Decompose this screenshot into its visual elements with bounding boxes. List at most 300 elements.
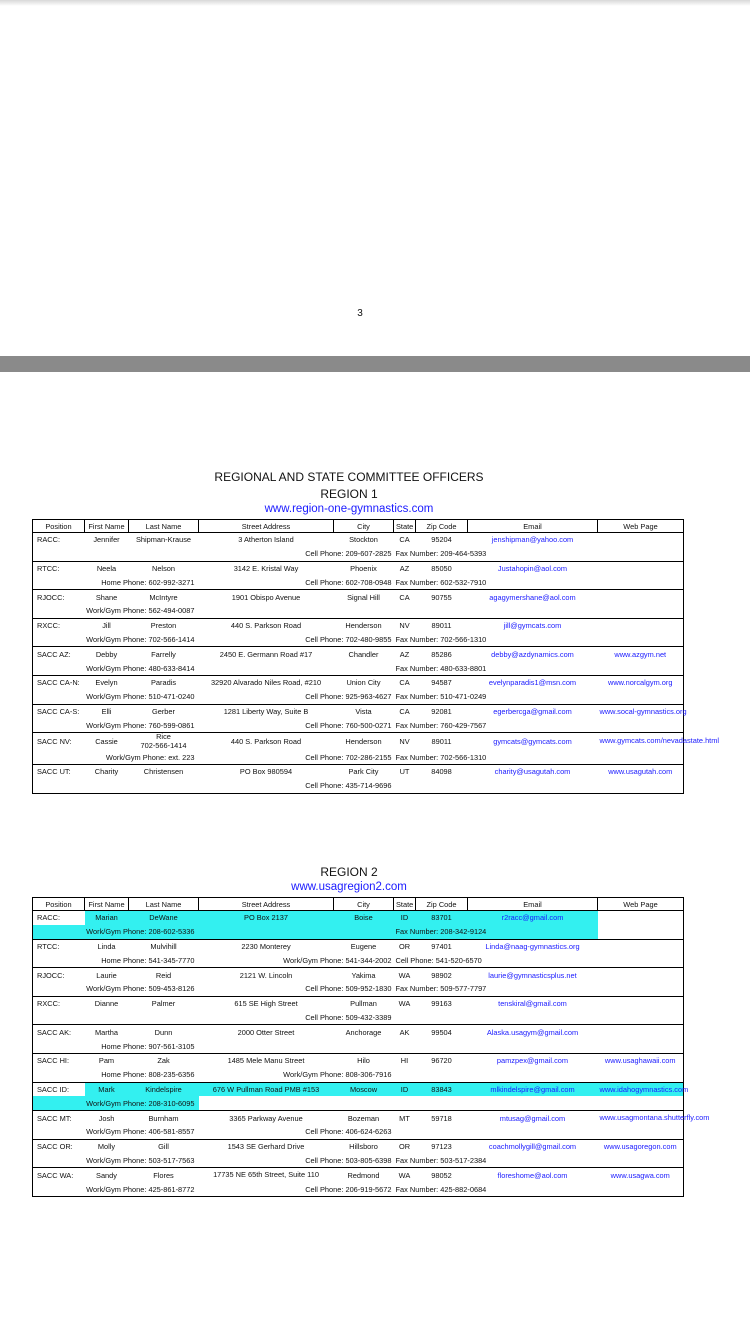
first-name-cell: Sandy — [96, 1170, 117, 1180]
phone-mid-cell — [199, 925, 394, 939]
web-page-link — [598, 939, 684, 953]
email-link[interactable]: Justahopin@aol.com — [497, 563, 568, 573]
blank-cell — [598, 1039, 684, 1053]
blank-cell — [598, 1011, 684, 1025]
street-address-cell: PO Box 2137 — [199, 911, 334, 925]
last-name-phone: 702-566-1414 — [140, 740, 187, 750]
state-cell: MT — [399, 1113, 410, 1123]
page-divider — [0, 356, 750, 372]
email-link[interactable]: pamzpex@gmail.com — [496, 1056, 569, 1066]
fax-cell: Fax Number: 480-633-8801 — [394, 661, 598, 675]
position-cell: RTCC: — [37, 941, 60, 951]
region2-title: REGION 2 — [320, 865, 378, 879]
zip-code-cell: 59718 — [431, 1113, 452, 1123]
fax-cell — [394, 1125, 598, 1139]
table-row — [33, 911, 684, 925]
blank-cell — [598, 604, 684, 618]
blank-cell — [598, 1096, 684, 1110]
email-link[interactable]: Alaska.usagym@gmail.com — [486, 1027, 579, 1037]
phone-mid-cell: Cell Phone: 206-919-5672 — [199, 1182, 394, 1196]
table-row — [33, 675, 684, 689]
phone-left-cell: Work/Gym Phone: 503-517-7563 — [33, 1154, 199, 1168]
state-cell: WA — [398, 1170, 411, 1180]
phone-left-cell: Work/Gym Phone: 208-310-6095 — [33, 1096, 199, 1110]
position-cell: RJOCC: — [37, 970, 65, 980]
position-cell: RXCC: — [37, 999, 60, 1009]
web-page-link — [598, 590, 684, 604]
first-name-cell: Jill — [102, 621, 111, 631]
email-link[interactable]: gymcats@gymcats.com — [493, 737, 572, 747]
table-row — [33, 733, 684, 751]
blank-cell — [598, 633, 684, 647]
fax-cell: Fax Number: 208-342-9124 — [394, 925, 598, 939]
table-row-phones — [33, 1182, 684, 1196]
first-name-cell: Cassie — [95, 737, 118, 747]
phone-left-cell: Home Phone: 808-235-6356 — [33, 1068, 199, 1082]
phone-left-cell: Home Phone: 907-561-3105 — [33, 1039, 199, 1053]
zip-code-cell: 85050 — [431, 563, 452, 573]
fax-cell: Cell Phone: 541-520-6570 — [394, 953, 598, 967]
last-name-cell: Burnham — [148, 1113, 179, 1123]
header-email: Email — [468, 520, 598, 533]
last-name-cell: Kindelspire — [129, 1082, 199, 1096]
web-page-link — [598, 911, 684, 925]
table-row — [33, 561, 684, 575]
position-cell: RXCC: — [37, 621, 60, 631]
fax-cell: Fax Number: 510-471-0249 — [394, 690, 598, 704]
state-cell: OR — [398, 1142, 411, 1152]
table-row — [33, 590, 684, 604]
phone-left-cell: Work/Gym Phone: 510-471-0240 — [33, 690, 199, 704]
last-name-cell: Farrelly — [151, 649, 176, 659]
region1-title: REGION 1 — [320, 487, 378, 501]
table-header — [33, 898, 684, 911]
position-cell: SACC UT: — [37, 767, 71, 777]
fax-cell — [394, 1096, 598, 1110]
document-title: REGIONAL AND STATE COMMITTEE OFFICERS — [214, 470, 484, 484]
phone-left-cell — [33, 1011, 199, 1025]
fax-cell — [394, 779, 598, 793]
zip-code-cell: 97401 — [431, 941, 452, 951]
phone-mid-cell: Cell Phone: 702-480-9855 — [199, 633, 394, 647]
phone-mid-cell: Cell Phone: 509-952-1830 — [199, 982, 394, 996]
header-city: City — [334, 520, 394, 533]
position-cell: RJOCC: — [37, 592, 65, 602]
last-name-cell: Palmer — [151, 999, 176, 1009]
phone-left-cell: Work/Gym Phone: 760-599-0861 — [33, 718, 199, 732]
blank-cell — [598, 1182, 684, 1196]
state-cell: CA — [399, 706, 410, 716]
state-cell: AZ — [399, 649, 410, 659]
last-name-cell: Dunn — [154, 1027, 173, 1037]
street-address-cell: 1901 Obispo Avenue — [231, 592, 301, 602]
state-cell: AZ — [399, 563, 410, 573]
last-name-cell: Gerber — [151, 706, 175, 716]
table-row-phones — [33, 604, 684, 618]
table-row-phones — [33, 547, 684, 561]
fax-cell: Fax Number: 760-429-7567 — [394, 718, 598, 732]
email-link[interactable]: evelynparadis1@msn.com — [488, 678, 577, 688]
header-position: Position — [33, 898, 85, 911]
zip-code-cell: 83701 — [416, 911, 468, 925]
blank-cell — [598, 718, 684, 732]
city-cell: Hillsboro — [349, 1142, 378, 1152]
table-row-phones — [33, 953, 684, 967]
position-cell: SACC OR: — [37, 1142, 73, 1152]
first-name-cell: Jennifer — [93, 535, 120, 545]
last-name-cell — [129, 733, 199, 751]
phone-mid-cell: Cell Phone: 209-607-2825 — [199, 547, 394, 561]
zip-code-cell: 97123 — [431, 1142, 452, 1152]
email-link[interactable]: coachmollygill@gmail.com — [488, 1142, 577, 1152]
table-row — [33, 1168, 684, 1182]
phone-left-cell: Work/Gym Phone: 208-602-5336 — [33, 925, 199, 939]
zip-code-cell: 98902 — [431, 970, 452, 980]
web-page-link[interactable]: www.usagwa.com — [610, 1170, 670, 1180]
state-cell: NV — [399, 737, 410, 747]
header-zip-code: Zip Code — [416, 520, 468, 533]
state-cell: HI — [400, 1056, 409, 1066]
region1-url[interactable]: www.region-one-gymnastics.com — [264, 503, 434, 515]
header-email: Email — [468, 898, 598, 911]
last-name-cell: DeWane — [129, 911, 199, 925]
email-link[interactable]: jenshipman@yahoo.com — [491, 535, 574, 545]
state-cell: WA — [398, 999, 411, 1009]
phone-mid-cell: Work/Gym Phone: 541-344-2002 — [199, 953, 394, 967]
position-cell: SACC CA-N: — [37, 678, 80, 688]
city-cell: Hilo — [357, 1056, 370, 1066]
table-row — [33, 704, 684, 718]
blank-cell — [598, 953, 684, 967]
zip-code-cell: 92081 — [431, 706, 452, 716]
phone-mid-cell: Cell Phone: 925-963-4627 — [199, 690, 394, 704]
phone-mid-cell: Cell Phone: 509-432-3389 — [199, 1011, 394, 1025]
position-cell: SACC HI: — [37, 1056, 70, 1066]
web-page-link[interactable]: www.gymcats.com/nevadastate.html — [599, 736, 720, 746]
first-name-cell: Josh — [98, 1113, 115, 1123]
table-row-phones — [33, 750, 684, 764]
table-row-phones — [33, 1096, 684, 1110]
email-link[interactable]: agagymershane@aol.com — [489, 592, 576, 602]
web-page-link[interactable]: www.idahogymnastics.com — [598, 1082, 684, 1096]
state-cell: ID — [394, 911, 416, 925]
blank-cell — [598, 1154, 684, 1168]
city-cell: Phoenix — [350, 563, 377, 573]
city-cell: Boise — [334, 911, 394, 925]
web-page-link[interactable]: www.usagmontana.shutterfly.com — [599, 1112, 710, 1122]
fax-cell — [394, 1068, 598, 1082]
fax-cell: Fax Number: 503-517-2384 — [394, 1154, 598, 1168]
fax-cell: Fax Number: 209-464-5393 — [394, 547, 598, 561]
table-row — [33, 1025, 684, 1039]
table-row-phones — [33, 1068, 684, 1082]
street-address-cell: PO Box 980594 — [239, 767, 293, 777]
first-name-cell: Neela — [96, 563, 117, 573]
web-page-link — [598, 996, 684, 1010]
table-row — [33, 764, 684, 778]
blank-cell — [598, 750, 684, 764]
fax-cell: Fax Number: 702-566-1310 — [394, 750, 598, 764]
first-name-cell: Molly — [97, 1142, 116, 1152]
email-link[interactable]: charity@usagutah.com — [494, 767, 571, 777]
blank-cell — [598, 547, 684, 561]
header-first-name: First Name — [85, 898, 129, 911]
phone-left-cell: Work/Gym Phone: 406-581-8557 — [33, 1125, 199, 1139]
city-cell: Henderson — [345, 621, 382, 631]
phone-mid-cell — [199, 1039, 394, 1053]
first-name-cell: Martha — [94, 1027, 118, 1037]
position-cell: RACC: — [37, 535, 60, 545]
web-page-link[interactable]: www.usagoregon.com — [603, 1142, 677, 1152]
table-row — [33, 647, 684, 661]
zip-code-cell: 95204 — [431, 535, 452, 545]
zip-code-cell: 99504 — [431, 1027, 452, 1037]
phone-left-cell: Work/Gym Phone: 425-861-8772 — [33, 1182, 199, 1196]
last-name-cell: Gill — [158, 1142, 169, 1152]
header-web-page: Web Page — [598, 520, 684, 533]
table-row-phones — [33, 1125, 684, 1139]
city-cell: Henderson — [345, 737, 382, 747]
fax-cell: Fax Number: 425-882-0684 — [394, 1182, 598, 1196]
last-name-cell: Christensen — [143, 767, 184, 777]
web-page-link[interactable]: www.norcalgym.org — [608, 678, 673, 688]
last-name-cell: Shipman-Krause — [135, 535, 192, 545]
position-cell: SACC CA-S: — [37, 706, 80, 716]
state-cell: CA — [399, 535, 410, 545]
position-cell: SACC MT: — [37, 1113, 72, 1123]
state-cell: UT — [399, 767, 410, 777]
zip-code-cell: 85286 — [431, 649, 452, 659]
street-address-cell: 440 S. Parkson Road — [230, 621, 302, 631]
table-row-phones — [33, 925, 684, 939]
header-state: State — [394, 520, 416, 533]
last-name-cell: Nelson — [151, 563, 175, 573]
web-page-link — [598, 533, 684, 547]
table-row-phones — [33, 982, 684, 996]
phone-left-cell: Work/Gym Phone: 562-494-0087 — [33, 604, 199, 618]
street-address-cell: 1485 Mele Manu Street — [227, 1056, 305, 1066]
position-cell: RACC: — [37, 913, 60, 923]
city-cell: Moscow — [334, 1082, 394, 1096]
city-cell: Pullman — [350, 999, 377, 1009]
first-name-cell: Dianne — [94, 999, 119, 1009]
city-cell: Stockton — [349, 535, 378, 545]
table-row — [33, 939, 684, 953]
zip-code-cell: 96720 — [431, 1056, 452, 1066]
phone-mid-cell: Cell Phone: 760-500-0271 — [199, 718, 394, 732]
header-state: State — [394, 898, 416, 911]
header-position: Position — [33, 520, 85, 533]
city-cell: Vista — [355, 706, 372, 716]
region2-table — [32, 897, 710, 1197]
table-row — [33, 618, 684, 632]
header-web-page: Web Page — [598, 898, 684, 911]
first-name-cell: Pam — [98, 1056, 115, 1066]
first-name-cell: Debby — [95, 649, 118, 659]
city-cell: Park City — [348, 767, 379, 777]
table-row — [33, 1053, 684, 1067]
email-link[interactable]: laurie@gymnasticsplus.net — [488, 970, 577, 980]
phone-mid-cell — [199, 604, 394, 618]
last-name-cell: Zak — [157, 1056, 170, 1066]
top-edge — [0, 0, 750, 6]
table-row-phones — [33, 690, 684, 704]
zip-code-cell: 89011 — [431, 737, 452, 747]
phone-mid-cell: Cell Phone: 406-624-6263 — [199, 1125, 394, 1139]
street-address-cell: 3365 Parkway Avenue — [229, 1113, 303, 1123]
position-cell: SACC NV: — [37, 737, 72, 747]
state-cell: AK — [399, 1027, 410, 1037]
fax-cell: Fax Number: 509-577-7797 — [394, 982, 598, 996]
street-address-cell: 440 S. Parkson Road — [230, 737, 302, 747]
street-address-cell: 1543 SE Gerhard Drive — [227, 1142, 305, 1152]
last-name-cell: Flores — [153, 1170, 174, 1180]
table-row-phones — [33, 575, 684, 589]
street-address-cell: 676 W Pullman Road PMB #153 — [199, 1082, 334, 1096]
fax-cell: Fax Number: 602-532-7910 — [394, 575, 598, 589]
fax-cell: Fax Number: 702-566-1310 — [394, 633, 598, 647]
blank-cell — [598, 690, 684, 704]
last-name-cell: Reid — [155, 970, 172, 980]
region1-table — [32, 519, 720, 794]
table-row — [33, 968, 684, 982]
table-row — [33, 1111, 684, 1125]
blank-cell — [598, 1125, 684, 1139]
blank-cell — [598, 925, 684, 939]
street-address-cell: 17735 NE 65th Street, Suite 110 — [213, 1169, 319, 1179]
region2-url[interactable]: www.usagregion2.com — [291, 881, 407, 893]
web-page-link[interactable]: www.usaghawaii.com — [604, 1056, 676, 1066]
zip-code-cell: 99163 — [431, 999, 452, 1009]
table-row — [33, 1139, 684, 1153]
city-cell: Chandler — [348, 649, 379, 659]
first-name-cell: Evelyn — [95, 678, 118, 688]
last-name-text: Rice — [156, 732, 171, 742]
zip-code-cell: 94587 — [431, 678, 452, 688]
table-row — [33, 996, 684, 1010]
street-address-cell: 32920 Alvarado Niles Road, #210 — [210, 677, 322, 687]
last-name-cell: Mulvihill — [150, 941, 177, 951]
first-name-cell: Marian — [85, 911, 129, 925]
phone-left-cell: Home Phone: 541-345-7770 — [33, 953, 199, 967]
street-address-cell: 3142 E. Kristal Way — [233, 563, 299, 573]
first-name-cell: Mark — [85, 1082, 129, 1096]
table-row-phones — [33, 718, 684, 732]
state-cell: OR — [398, 941, 411, 951]
phone-mid-cell: Cell Phone: 702-286-2155 — [199, 750, 394, 764]
street-address-cell: 1281 Liberty Way, Suite B — [223, 706, 309, 716]
position-cell: SACC ID: — [37, 1084, 70, 1094]
phone-mid-cell — [199, 661, 394, 675]
position-cell: RTCC: — [37, 563, 60, 573]
email-link[interactable]: mtusag@gmail.com — [499, 1113, 566, 1123]
header-last-name: Last Name — [129, 520, 199, 533]
state-cell: NV — [399, 621, 410, 631]
city-cell: Redmond — [347, 1170, 380, 1180]
fax-cell — [394, 1011, 598, 1025]
email-link[interactable]: mlkindelspire@gmail.com — [468, 1082, 598, 1096]
blank-cell — [598, 779, 684, 793]
zip-code-cell: 89011 — [431, 621, 452, 631]
state-cell: CA — [399, 678, 410, 688]
email-link[interactable]: Linda@naag-gymnastics.org — [485, 941, 580, 951]
web-page-link[interactable]: www.socal-gymnastics.org — [599, 706, 687, 716]
blank-cell — [598, 575, 684, 589]
email-link[interactable]: floreshome@aol.com — [497, 1170, 568, 1180]
first-name-cell: Elli — [101, 706, 112, 716]
table-row-phones — [33, 633, 684, 647]
phone-left-cell: Home Phone: 602-992-3271 — [33, 575, 199, 589]
street-address-cell: 3 Atherton Island — [238, 535, 294, 545]
web-page-link — [598, 1025, 684, 1039]
email-link[interactable]: tenskiral@gmail.com — [498, 999, 567, 1009]
first-name-cell: Laurie — [96, 970, 117, 980]
table-row — [33, 533, 684, 547]
phone-mid-cell — [199, 1096, 394, 1110]
phone-mid-cell: Cell Phone: 602-708-0948 — [199, 575, 394, 589]
phone-left-cell — [33, 547, 199, 561]
table-row-phones — [33, 661, 684, 675]
street-address-cell: 2450 E. Germann Road #17 — [219, 649, 313, 659]
zip-code-cell: 84098 — [431, 767, 452, 777]
web-page-link[interactable]: www.usagutah.com — [608, 767, 673, 777]
table-row-phones — [33, 779, 684, 793]
email-link[interactable]: debby@azdynamics.com — [491, 649, 574, 659]
table-row-phones — [33, 1154, 684, 1168]
zip-code-cell: 90755 — [431, 592, 452, 602]
blank-cell — [598, 1068, 684, 1082]
first-name-cell: Shane — [95, 592, 118, 602]
web-page-link — [598, 618, 684, 632]
blank-cell — [598, 982, 684, 996]
position-cell: SACC WA: — [37, 1170, 74, 1180]
city-cell: Union City — [346, 678, 381, 688]
table-row-phones — [33, 1039, 684, 1053]
table-header — [33, 520, 684, 533]
city-cell: Yakima — [351, 970, 376, 980]
street-address-cell: 615 SE High Street — [234, 999, 298, 1009]
city-cell: Anchorage — [345, 1027, 382, 1037]
phone-left-cell: Work/Gym Phone: 480-633-8414 — [33, 661, 199, 675]
email-link[interactable]: r2racc@gmail.com — [468, 911, 598, 925]
first-name-cell: Charity — [94, 767, 119, 777]
state-cell: WA — [398, 970, 411, 980]
zip-code-cell: 83843 — [416, 1082, 468, 1096]
phone-left-cell — [33, 779, 199, 793]
phone-left-cell: Work/Gym Phone: 702-566-1414 — [33, 633, 199, 647]
phone-left-cell: Work/Gym Phone: ext. 223 — [33, 750, 199, 764]
web-page-link[interactable]: www.azgym.net — [614, 649, 667, 659]
last-name-cell: Preston — [150, 621, 177, 631]
header-city: City — [334, 898, 394, 911]
fax-cell — [394, 1039, 598, 1053]
phone-mid-cell: Cell Phone: 435-714-9696 — [199, 779, 394, 793]
web-page-link — [598, 968, 684, 982]
email-link[interactable]: egerbercga@gmail.com — [493, 706, 572, 716]
header-street-address: Street Address — [199, 898, 334, 911]
page-number: 3 — [357, 308, 363, 319]
state-cell: ID — [394, 1082, 416, 1096]
web-page-link — [598, 561, 684, 575]
last-name-cell: Paradis — [150, 678, 177, 688]
table-row-phones — [33, 1011, 684, 1025]
email-link[interactable]: jill@gymcats.com — [503, 621, 562, 631]
table-row — [33, 1082, 684, 1096]
fax-cell — [394, 604, 598, 618]
city-cell: Signal Hill — [347, 592, 380, 602]
header-first-name: First Name — [85, 520, 129, 533]
blank-cell — [598, 661, 684, 675]
